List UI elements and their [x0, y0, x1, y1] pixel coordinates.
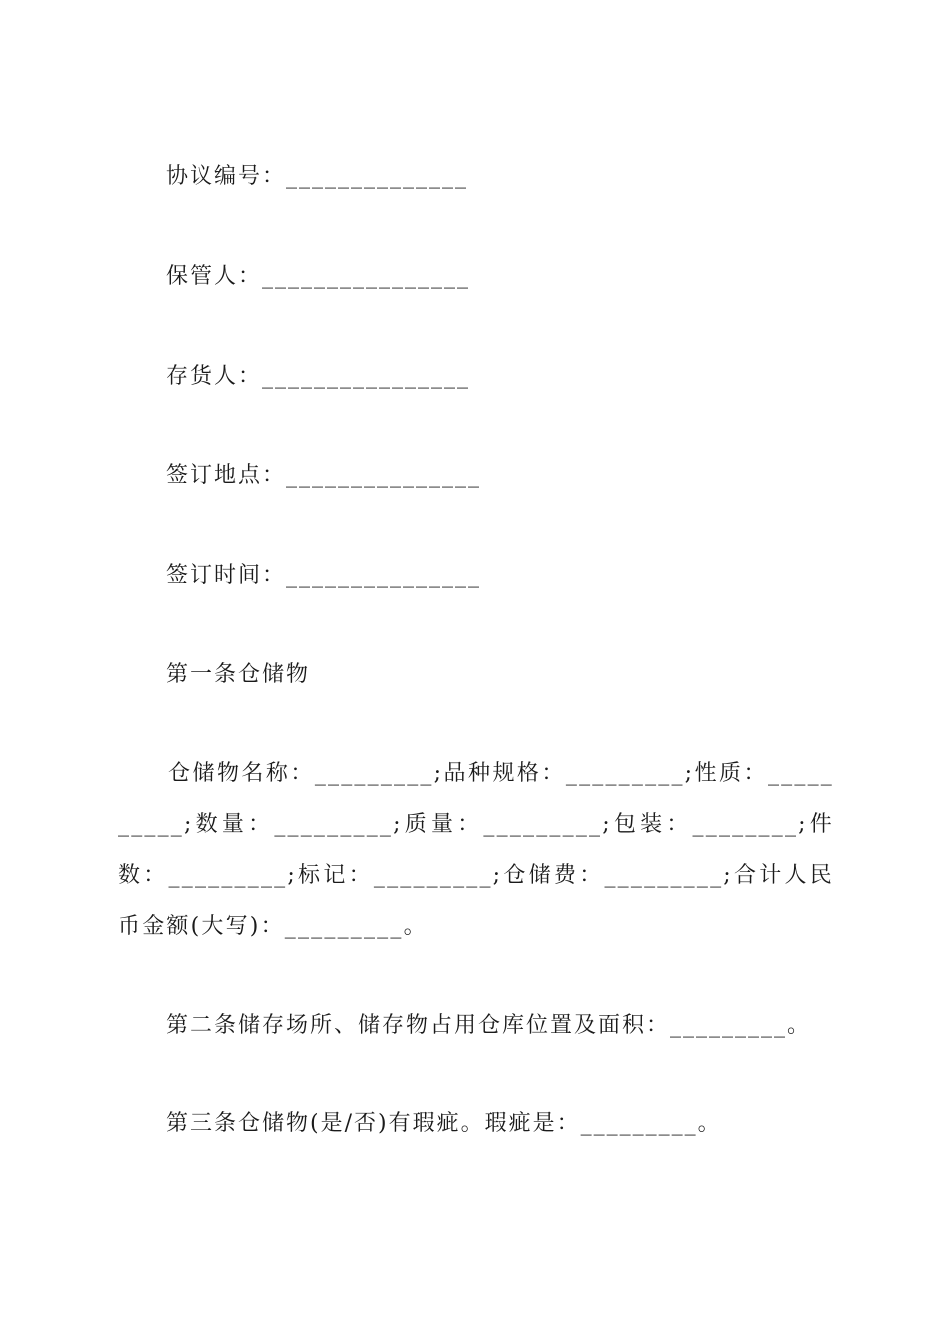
agreement-number-field: 协议编号：______________ — [166, 164, 469, 189]
article-3: 第三条仓储物(是/否)有瑕疵。瑕疵是：_________。 — [166, 1111, 722, 1136]
custodian-field: 保管人：________________ — [166, 264, 471, 289]
signing-place-field: 签订地点：_______________ — [166, 463, 482, 488]
signing-time-field: 签订时间：_______________ — [166, 563, 482, 588]
article-1-body: 仓储物名称：_________;品种规格：_________;性质：__________;数量：_________;质量：_________;包装：________;件数：_________;标记：_________;仓储费：_________;合计人民币金额(大写)：_________。 — [118, 761, 834, 939]
article-2: 第二条储存场所、储存物占用仓库位置及面积：_________。 — [166, 1013, 812, 1038]
article-1-title: 第一条仓储物 — [166, 662, 311, 687]
depositor-field: 存货人：________________ — [166, 364, 471, 389]
